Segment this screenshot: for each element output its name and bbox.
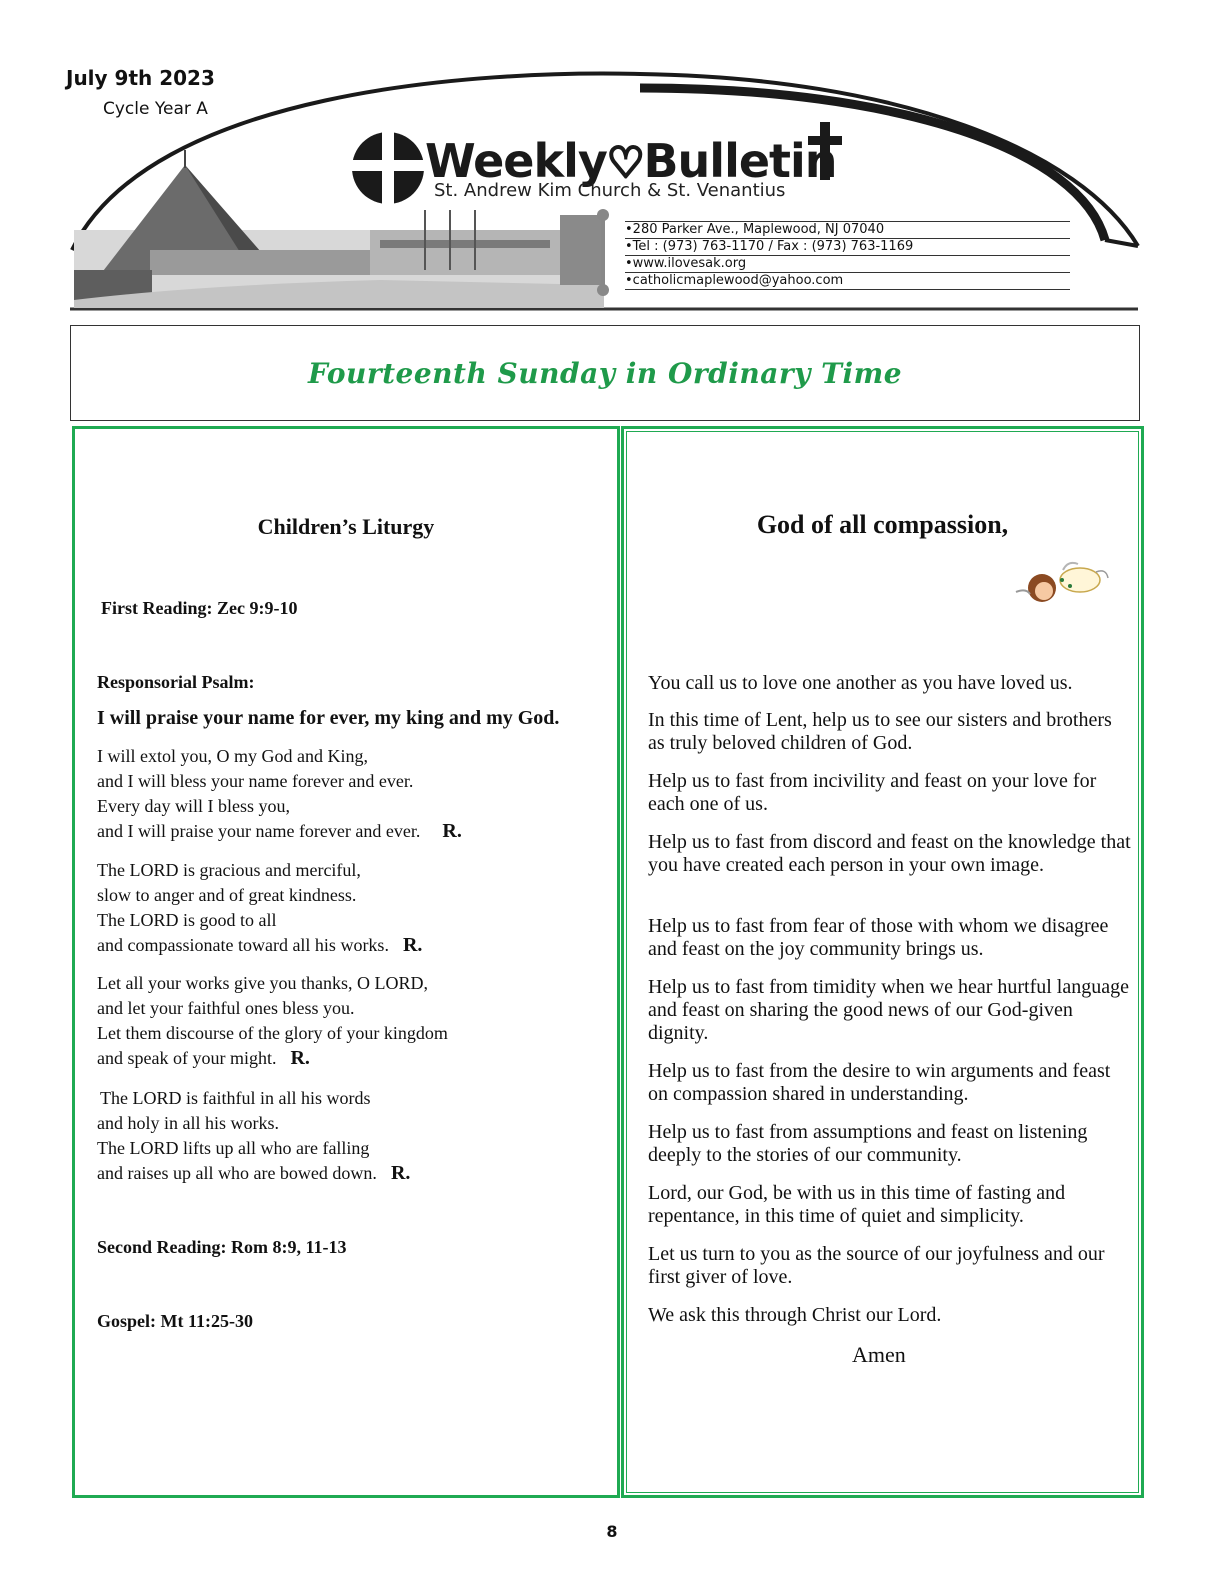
stanza-line: and speak of your might.: [97, 1048, 277, 1068]
heart-icon: ♡: [606, 138, 644, 187]
stanza-line: Let them discourse of the glory of your kingdom: [97, 1023, 448, 1043]
gospel-reading: Gospel: Mt 11:25-30: [97, 1311, 253, 1331]
stanza-line: Every day will I bless you,: [97, 796, 290, 816]
church-name: St. Andrew Kim Church & St. Venantius: [434, 180, 786, 201]
stanza-line: slow to anger and of great kindness.: [97, 885, 357, 905]
stanza-line: The LORD is gracious and merciful,: [97, 860, 361, 880]
prayer-heading: God of all compassion,: [756, 510, 1009, 539]
cross-logo-icon: [350, 130, 426, 206]
stanza-line: and I will bless your name forever and ever.: [97, 771, 414, 791]
contact-address: •280 Parker Ave., Maplewood, NJ 07040: [625, 221, 1070, 239]
prayer-paragraph: Help us to fast from assumptions and feast on listening deeply to the stories of our community.: [648, 1121, 1088, 1166]
stanza-line: and raises up all who are bowed down.: [97, 1163, 377, 1183]
response-mark: R.: [442, 820, 462, 842]
psalm-label: Responsorial Psalm:: [97, 672, 255, 692]
contact-info: [625, 221, 1070, 290]
psalm-stanza-4: [97, 1086, 410, 1186]
stanza-line: and compassionate toward all his works.: [97, 935, 389, 955]
first-reading: First Reading: Zec 9:9-10: [101, 598, 298, 618]
psalm-stanza-3: [97, 971, 448, 1071]
stanza-line: The LORD is faithful in all his words: [100, 1088, 371, 1108]
contact-website[interactable]: •www.ilovesak.org: [625, 256, 1070, 273]
psalm-response: I will praise your name for ever, my king and my God.: [97, 707, 560, 729]
psalm-stanza-2: [97, 858, 422, 958]
prayer-paragraph: Help us to fast from timidity when we hear hurtful language and feast on sharing the good news of our God-given dignity.: [648, 976, 1129, 1044]
prayer-paragraph: Let us turn to you as the source of our joyfulness and our first giver of love.: [648, 1243, 1105, 1288]
stanza-line: I will extol you, O my God and King,: [97, 746, 368, 766]
prayer-paragraph: In this time of Lent, help us to see our sisters and brothers as truly beloved children of God.: [648, 709, 1112, 754]
stanza-line: The LORD is good to all: [97, 910, 277, 930]
response-mark: R.: [390, 1162, 411, 1184]
response-mark: R.: [402, 934, 423, 956]
prayer-paragraph: Help us to fast from discord and feast on the knowledge that you have created each person in your own image.: [648, 831, 1131, 876]
stanza-line: The LORD lifts up all who are falling: [97, 1138, 370, 1158]
psalm-stanza-1: [97, 744, 462, 844]
second-reading: Second Reading: Rom 8:9, 11-13: [97, 1237, 347, 1257]
cycle-year: Cycle Year A: [103, 99, 208, 119]
prayer-paragraph: Help us to fast from incivility and feast on your love for each one of us.: [648, 770, 1097, 815]
bulletin-date: July 9th 2023: [66, 66, 215, 90]
childrens-liturgy-heading: Children’s Liturgy: [257, 514, 435, 539]
page-title: Fourteenth Sunday in Ordinary Time: [307, 356, 903, 390]
logo-word-weekly: Weekly: [425, 134, 607, 188]
prayer-amen: Amen: [852, 1342, 906, 1367]
page-number: 8: [606, 1522, 618, 1541]
childrens-liturgy-panel: [72, 426, 620, 1498]
sleeping-angel-icon: [1008, 558, 1110, 610]
stanza-line: Let all your works give you thanks, O LORD,: [97, 973, 428, 993]
prayer-paragraph: Help us to fast from fear of those with whom we disagree and feast on the joy community brings us.: [648, 915, 1109, 960]
contact-phone: •Tel : (973) 763-1170 / Fax : (973) 763-1169: [625, 239, 1070, 256]
response-mark: R.: [290, 1047, 310, 1069]
prayer-paragraph: We ask this through Christ our Lord.: [648, 1304, 942, 1326]
contact-email[interactable]: •catholicmaplewood@yahoo.com: [625, 273, 1070, 290]
stanza-line: and holy in all his works.: [97, 1113, 279, 1133]
prayer-paragraph: Lord, our God, be with us in this time of fasting and repentance, in this time of quiet and simplicity.: [648, 1182, 1066, 1227]
logo-word-bulletin: Bulletin: [643, 134, 837, 188]
stanza-line: and let your faithful ones bless you.: [97, 998, 355, 1018]
title-box: [70, 325, 1140, 421]
stanza-line: and I will praise your name forever and ever.: [97, 821, 421, 841]
prayer-paragraph: Help us to fast from the desire to win arguments and feast on compassion shared in understanding.: [648, 1060, 1111, 1105]
prayer-paragraph: You call us to love one another as you have loved us.: [648, 672, 1073, 694]
